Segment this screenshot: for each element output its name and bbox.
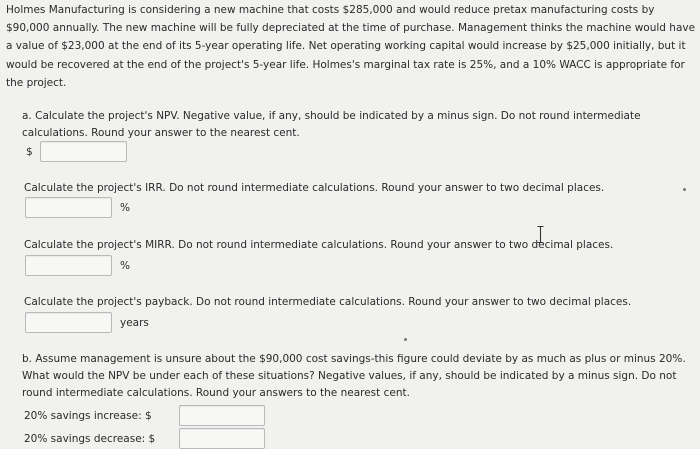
irr-question: Calculate the project's IRR. Do not round intermediate calculations. Round your answer to two decimal places. xyxy=(24,182,605,194)
text-cursor-icon xyxy=(537,226,543,243)
decorative-dot xyxy=(404,338,407,341)
sensitivity-question: b. Assume management is unsure about the $90,000 cost savings-this figure could deviate by as much as plus or minus 20%. What would the NPV be under each of these situations? Negative values, if any, should be indicated by a minus sign. Do not round intermediate calculations. Round your answers to the nearest cent. xyxy=(22,353,686,399)
npv-input[interactable] xyxy=(40,141,127,162)
npv-dollar-sign: $ xyxy=(26,146,33,158)
mirr-input[interactable] xyxy=(25,255,112,276)
savings-increase-input[interactable] xyxy=(179,405,265,426)
payback-input[interactable] xyxy=(25,312,112,333)
problem-intro: Holmes Manufacturing is considering a new machine that costs $285,000 and would reduce pretax manufacturing costs by $90,000 annually. The new machine will be fully depreciated at the time of purchase. Management thinks the machine would have a value of $23,000 at the end of its 5-year operating life. Net operating working capital would increase by $25,000 initially, but it would be recovered at the end of the project's 5-year life. Holmes's marginal tax rate is 25%, and a 10% WACC is appropriate for the project. xyxy=(6,4,696,89)
payback-question: Calculate the project's payback. Do not round intermediate calculations. Round your answer to two decimal places. xyxy=(24,296,632,308)
savings-decrease-label: 20% savings decrease: $ xyxy=(24,433,156,445)
payback-years-unit: years xyxy=(120,317,149,329)
npv-question: a. Calculate the project's NPV. Negative value, if any, should be indicated by a minus sign. Do not round intermediate calculations. Round your answer to the nearest cent. xyxy=(22,110,641,139)
savings-decrease-input[interactable] xyxy=(179,428,265,449)
mirr-question: Calculate the project's MIRR. Do not round intermediate calculations. Round your answer to two decimal places. xyxy=(24,239,614,251)
savings-increase-label: 20% savings increase: $ xyxy=(24,410,152,422)
decorative-dot xyxy=(683,188,686,191)
irr-percent-unit: % xyxy=(120,202,130,214)
mirr-percent-unit: % xyxy=(120,260,130,272)
irr-input[interactable] xyxy=(25,197,112,218)
